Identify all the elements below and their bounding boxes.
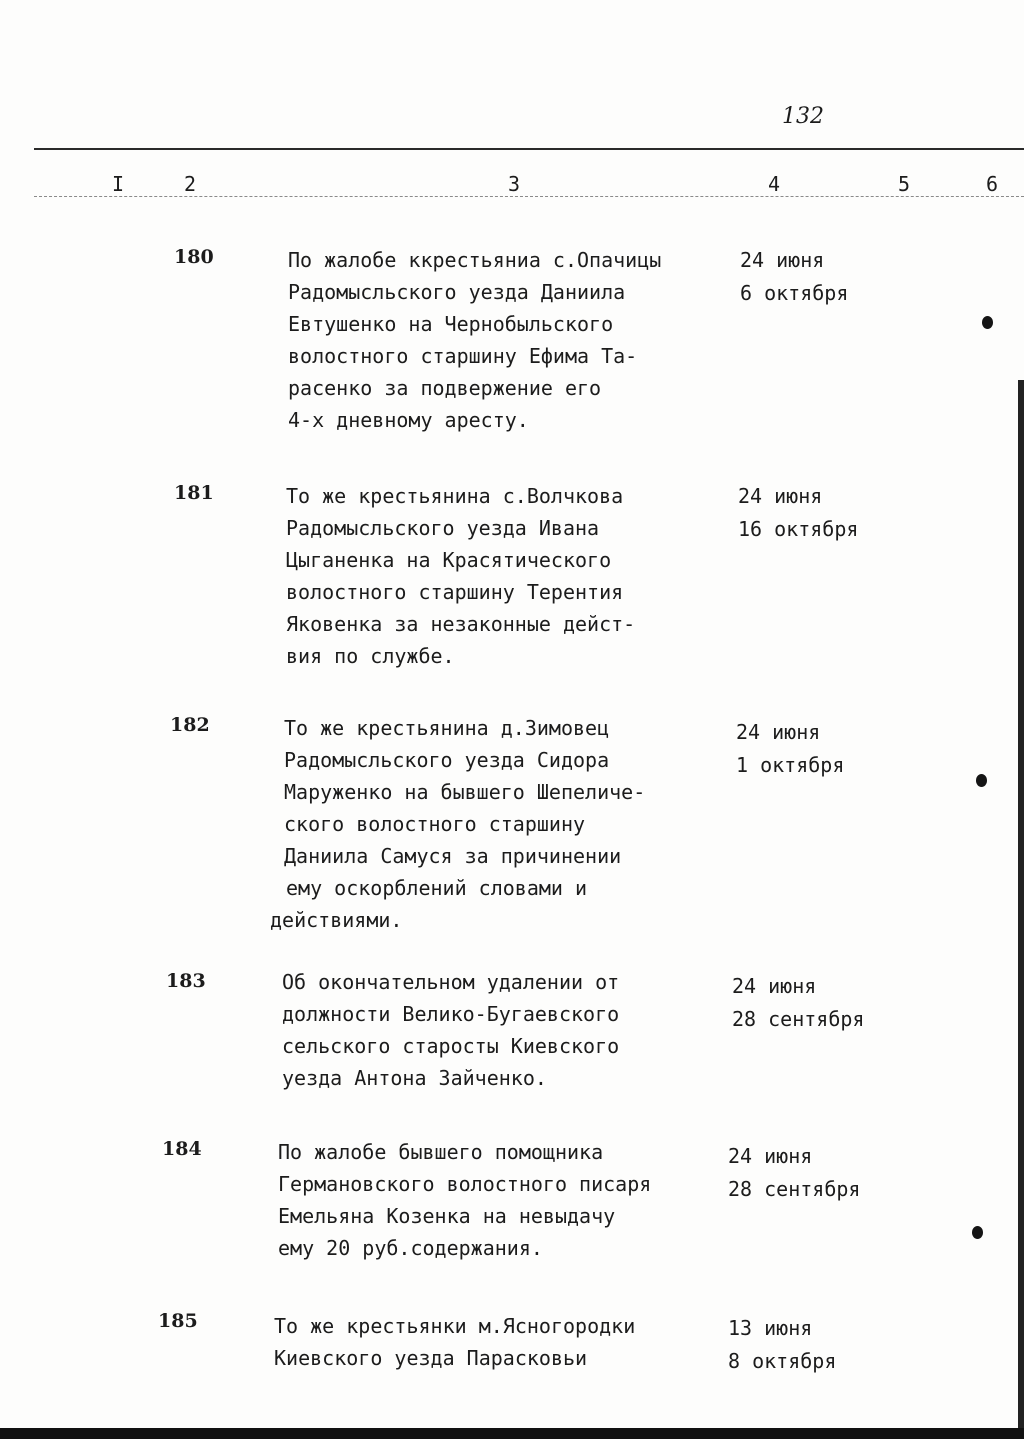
- entry-dates: [740, 244, 848, 310]
- entry-line: Цыганенка на Красятического: [286, 548, 612, 572]
- column-header-1: I: [112, 172, 125, 196]
- entry-description: [282, 966, 722, 1094]
- entry-line: Яковенка за незаконные дейст-: [286, 612, 636, 636]
- column-header-2: 2: [184, 172, 197, 196]
- entry-line: ского волостного старшину: [284, 812, 586, 836]
- entry-line: То же крестьянина с.Волчкова: [286, 484, 624, 508]
- entry-line: По жалобе ккрестьяниа с.Опачицы: [288, 248, 662, 272]
- column-header-6: 6: [986, 172, 999, 196]
- entry-date-start: 24 июня: [736, 720, 821, 744]
- entry-line: То же крестьянки м.Ясногородки: [274, 1314, 636, 1338]
- entry-line: вия по службе.: [286, 644, 455, 668]
- entry-line: действиями.: [270, 908, 403, 932]
- entry-line: ему оскорблений словами и: [286, 876, 588, 900]
- entry-line: уезда Антона Зайченко.: [282, 1066, 547, 1090]
- entry-line: То же крестьянина д.Зимовец: [284, 716, 610, 740]
- entry-number: 184: [162, 1138, 202, 1160]
- entry-line: Радомысльского уезда Сидора: [284, 748, 610, 772]
- entry-line: волостного старшину Ефима Та-: [288, 344, 638, 368]
- page-edge-shadow: [1018, 380, 1024, 1439]
- entry-description: [286, 480, 726, 672]
- entry-number: 181: [174, 482, 214, 504]
- entry-number: 180: [174, 246, 214, 268]
- entry-line: должности Велико-Бугаевского: [282, 1002, 620, 1026]
- entry-date-start: 24 июня: [732, 974, 817, 998]
- entry-number: 182: [170, 714, 210, 736]
- entry-date-end: 28 сентября: [728, 1177, 861, 1201]
- entry-line: Радомысльского уезда Ивана: [286, 516, 600, 540]
- entry-description: [278, 1136, 718, 1264]
- entry-dates: [736, 716, 844, 782]
- column-header-3: 3: [508, 172, 521, 196]
- entry-date-start: 24 июня: [740, 248, 825, 272]
- entry-description: [274, 1310, 714, 1374]
- entry-dates: [728, 1140, 860, 1206]
- entry-number: 183: [166, 970, 206, 992]
- entry-description: [270, 712, 724, 936]
- entry-date-start: 24 июня: [728, 1144, 813, 1168]
- entry-line: ему 20 руб.содержания.: [278, 1236, 543, 1260]
- entry-date-end: 1 октября: [736, 753, 845, 777]
- entry-date-start: 24 июня: [738, 484, 823, 508]
- entry-line: волостного старшину Терентия: [286, 580, 624, 604]
- entry-dates: [732, 970, 864, 1036]
- entry-line: По жалобе бывшего помощника: [278, 1140, 604, 1164]
- entry-dates: [728, 1312, 836, 1378]
- entry-description: [288, 244, 728, 436]
- punch-hole-mark: [972, 1226, 983, 1239]
- entry-date-end: 28 сентября: [732, 1007, 865, 1031]
- entry-line: сельского старосты Киевского: [282, 1034, 620, 1058]
- page-number: 132: [782, 104, 824, 129]
- punch-hole-mark: [982, 316, 993, 329]
- entry-line: Даниила Самуся за причинении: [284, 844, 622, 868]
- entry-date-end: 16 октября: [738, 517, 859, 541]
- scan-bottom-border: [0, 1428, 1024, 1439]
- top-rule: [34, 148, 1024, 150]
- entry-line: Об окончательном удалении от: [282, 970, 620, 994]
- entry-line: расенко за подвержение его: [288, 376, 602, 400]
- entry-date-end: 8 октября: [728, 1349, 837, 1373]
- column-header-4: 4: [768, 172, 781, 196]
- punch-hole-mark: [976, 774, 987, 787]
- entry-line: Радомысльского уезда Даниила: [288, 280, 626, 304]
- header-rule: [34, 196, 1024, 197]
- entry-date-end: 6 октября: [740, 281, 849, 305]
- entry-number: 185: [158, 1310, 198, 1332]
- entry-dates: [738, 480, 858, 546]
- entry-line: Маруженко на бывшего Шепеличе-: [284, 780, 646, 804]
- entry-line: 4-х дневному аресту.: [288, 408, 529, 432]
- entry-line: Емельяна Козенка на невыдачу: [278, 1204, 616, 1228]
- entry-line: Германовского волостного писаря: [278, 1172, 652, 1196]
- column-header-5: 5: [898, 172, 911, 196]
- entry-line: Евтушенко на Чернобыльского: [288, 312, 614, 336]
- entry-date-start: 13 июня: [728, 1316, 813, 1340]
- entry-line: Киевского уезда Парасковьи: [274, 1346, 588, 1370]
